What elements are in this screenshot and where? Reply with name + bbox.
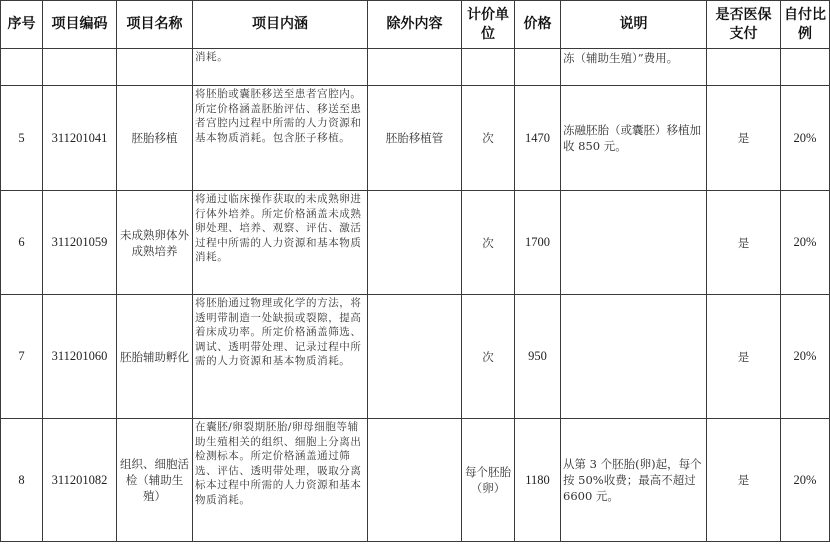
cell-ratio: 20% bbox=[781, 86, 830, 191]
cell-seq: 7 bbox=[1, 295, 43, 419]
header-excluded: 除外内容 bbox=[368, 1, 462, 49]
cell-ratio: 20% bbox=[781, 191, 830, 295]
cell-unit: 次 bbox=[462, 86, 515, 191]
header-name: 项目名称 bbox=[117, 1, 193, 49]
cell-unit: 次 bbox=[462, 191, 515, 295]
cell-excluded bbox=[368, 295, 462, 419]
cell-content: 将胚胎或囊胚移送至患者宫腔内。所定价格涵盖胚胎评估、移送至患者宫腔内过程中所需的人力资源和基本物质消耗。包含胚子移植。 bbox=[193, 86, 368, 191]
cell-name bbox=[117, 49, 193, 86]
cell-ratio: 20% bbox=[781, 295, 830, 419]
cell-excluded: 胚胎移植管 bbox=[368, 86, 462, 191]
cell-name: 未成熟卵体外成熟培养 bbox=[117, 191, 193, 295]
cell-name: 胚胎移植 bbox=[117, 86, 193, 191]
cell-price: 1700 bbox=[515, 191, 561, 295]
cell-name: 组织、细胞活检（辅助生殖） bbox=[117, 419, 193, 542]
cell-content: 将胚胎通过物理或化学的方法，将透明带制造一处缺损或裂隙，提高着床成功率。所定价格涵盖筛选、调试、透明带处理、记录过程中所需的人力资源和基本物质消耗。 bbox=[193, 295, 368, 419]
cell-code: 311201041 bbox=[43, 86, 117, 191]
cell-code: 311201060 bbox=[43, 295, 117, 419]
cell-content: 消耗。 bbox=[193, 49, 368, 86]
cell-price bbox=[515, 49, 561, 86]
cell-note: 冻融胚胎（或囊胚）移植加收 850 元。 bbox=[561, 86, 707, 191]
table-row bbox=[1, 419, 830, 542]
cell-price: 1470 bbox=[515, 86, 561, 191]
cell-excluded bbox=[368, 191, 462, 295]
cell-insurance bbox=[707, 49, 781, 86]
header-price: 价格 bbox=[515, 1, 561, 49]
cell-code: 311201082 bbox=[43, 419, 117, 542]
header-insurance: 是否医保支付 bbox=[707, 1, 781, 49]
cell-ratio bbox=[781, 49, 830, 86]
cell-insurance: 是 bbox=[707, 295, 781, 419]
header-code: 项目编码 bbox=[43, 1, 117, 49]
header-note: 说明 bbox=[561, 1, 707, 49]
header-ratio: 自付比例 bbox=[781, 1, 830, 49]
cell-seq: 6 bbox=[1, 191, 43, 295]
cell-seq: 8 bbox=[1, 419, 43, 542]
cell-price: 1180 bbox=[515, 419, 561, 542]
cell-ratio: 20% bbox=[781, 419, 830, 542]
cell-unit bbox=[462, 49, 515, 86]
cell-price: 950 bbox=[515, 295, 561, 419]
cell-note bbox=[561, 191, 707, 295]
table-row bbox=[1, 86, 830, 191]
cell-insurance: 是 bbox=[707, 419, 781, 542]
cell-code bbox=[43, 49, 117, 86]
table-row bbox=[1, 295, 830, 419]
table-row-continuation bbox=[1, 49, 830, 86]
cell-excluded bbox=[368, 49, 462, 86]
cell-content: 将通过临床操作获取的未成熟卵进行体外培养。所定价格涵盖未成熟卵处理、培养、观察、评估、激活过程中所需的人力资源和基本物质消耗。 bbox=[193, 191, 368, 295]
header-seq: 序号 bbox=[1, 1, 43, 49]
cell-excluded bbox=[368, 419, 462, 542]
table-row bbox=[1, 191, 830, 295]
cell-unit: 每个胚胎（卵） bbox=[462, 419, 515, 542]
cell-note: 冻（辅助生殖）”费用。 bbox=[561, 49, 707, 86]
cell-seq bbox=[1, 49, 43, 86]
cell-note bbox=[561, 295, 707, 419]
cell-code: 311201059 bbox=[43, 191, 117, 295]
header-content: 项目内涵 bbox=[193, 1, 368, 49]
header-unit: 计价单位 bbox=[462, 1, 515, 49]
cell-name: 胚胎辅助孵化 bbox=[117, 295, 193, 419]
cell-unit: 次 bbox=[462, 295, 515, 419]
cell-seq: 5 bbox=[1, 86, 43, 191]
cell-insurance: 是 bbox=[707, 191, 781, 295]
cell-note: 从第 3 个胚胎(卵)起，每个按 50%收费；最高不超过 6600 元。 bbox=[561, 419, 707, 542]
cell-insurance: 是 bbox=[707, 86, 781, 191]
cell-content: 在囊胚/卵裂期胚胎/卵母细胞等辅助生殖相关的组织、细胞上分离出检测标本。所定价格涵盖通过筛选、评估、透明带处理，吸取分离标本过程中所需的人力资源和基本物质消耗。 bbox=[193, 419, 368, 542]
header-row bbox=[1, 1, 830, 49]
